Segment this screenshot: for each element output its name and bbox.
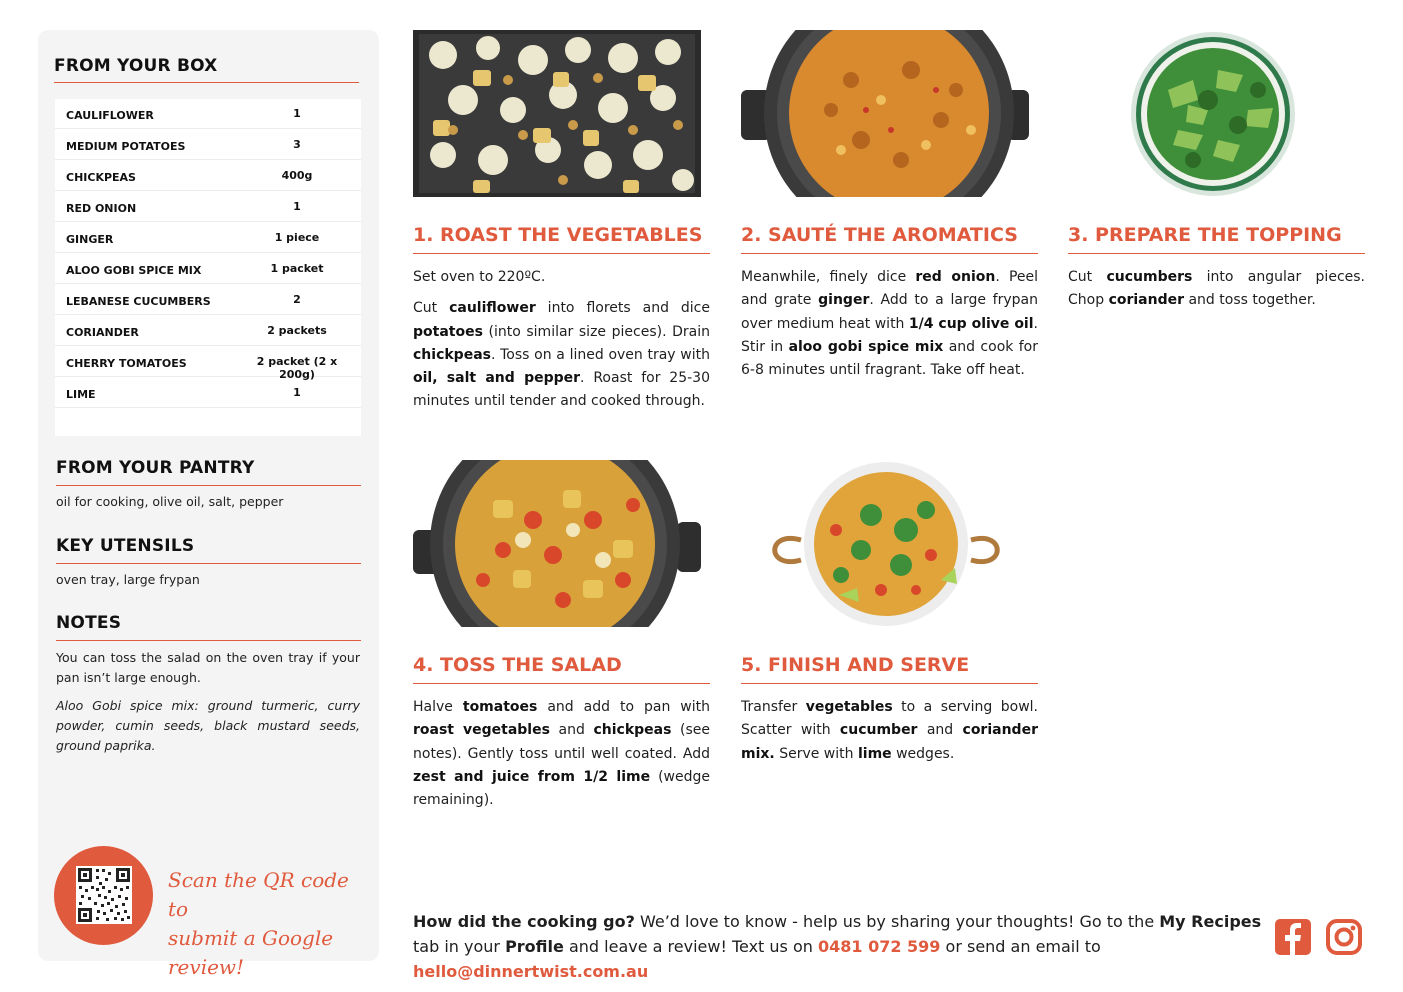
pantry-title: FROM YOUR PANTRY [56,458,255,478]
ingredient-highlight: oil, salt and pepper [413,370,581,387]
step-text: and [917,722,963,739]
from-box-title: FROM YOUR BOX [54,56,218,76]
ingredient-qty: 400g [281,169,313,182]
step-text: and [549,722,594,739]
ingredient-name: CAULIFLOWER [66,109,154,122]
ingredient-highlight: chickpeas [593,722,672,739]
step-text: to a serving bowl. Scatter with [741,699,1039,739]
step-text: Meanwhile, finely dice [741,269,916,285]
step-paragraph [741,266,1038,382]
ingredient-highlight: coriander mix. [741,722,1038,762]
ingredient-highlight: cauliflower [449,300,536,317]
step-3-title: 3. PREPARE THE TOPPING [1068,224,1342,246]
ingredient-highlight: aloo gobi spice mix [788,338,944,355]
ingredient-row [55,378,361,408]
step-2-title: 2. SAUTÉ THE AROMATICS [741,224,1018,246]
ingredient-row [55,223,361,253]
ingredient-name: ALOO GOBI SPICE MIX [66,264,202,277]
ingredient-name: LIME [66,388,96,401]
ingredient-highlight: red onion [915,269,996,285]
phone-link[interactable]: 0481 072 599 [817,937,941,956]
ingredient-qty: 1 [293,200,301,213]
footer-text: We’d love to know - help us by sharing your thoughts! Go to the [634,912,1160,931]
ingredient-qty: 1 packet [270,262,324,275]
profile-label: Profile [505,937,564,956]
step-text: and toss together. [1184,292,1316,309]
step-4-photo [413,460,701,627]
notes-text-2: Aloo Gobi spice mix: ground turmeric, curry powder, cumin seeds, black mustard seeds, ground paprika. [56,698,360,753]
step-text: into florets and dice [535,300,710,317]
facebook-icon[interactable] [1274,917,1312,957]
ingredient-qty: 3 [293,138,301,151]
section-divider [1068,253,1365,254]
ingredient-name: RED ONION [66,202,137,215]
ingredient-qty: 2 [293,293,301,306]
ingredient-name: GINGER [66,233,114,246]
section-divider [413,683,710,684]
ingredient-name: LEBANESE CUCUMBERS [66,295,211,308]
step-text: (into similar size pieces). Drain [482,323,710,340]
step-5-body [741,696,1038,774]
step-paragraph [413,696,710,812]
step-text: wedges. [891,745,955,762]
qr-review-prompt [168,866,368,982]
ingredient-highlight: ginger [818,292,870,309]
ingredient-row [55,254,361,284]
step-3-body [1068,266,1365,321]
ingredient-name: CHERRY TOMATOES [66,357,187,370]
step-text: (wedge remaining). [413,768,710,809]
step-2-body [741,266,1038,390]
step-text: Cut [1068,269,1107,285]
footer-question: How did the cooking go? [413,912,635,931]
ingredients-sidebar [38,30,379,979]
section-divider [741,253,1038,254]
my-recipes-label: My Recipes [1159,912,1262,931]
ingredient-highlight: cucumber [839,722,918,739]
step-3-photo [1068,30,1365,197]
step-text: Transfer [741,699,806,715]
step-text: . Add to a large frypan over medium heat with [741,292,1038,332]
qr-cta-line-1: Scan the QR code to [168,868,349,921]
qr-code-icon[interactable] [76,866,132,924]
section-divider [56,563,361,564]
step-paragraph [1068,266,1365,313]
qr-cta-line-2: submit a Google review! [168,926,334,979]
step-text: Cut [413,300,450,317]
ingredient-qty: 2 packet (2 x 200g) [256,355,338,381]
section-divider [54,82,359,83]
ingredient-row [55,285,361,315]
ingredient-name: MEDIUM POTATOES [66,140,186,153]
notes-title: NOTES [56,613,122,633]
step-2-photo [741,30,1029,197]
ingredient-row [55,130,361,160]
step-paragraph [741,696,1038,766]
step-text: Halve [413,699,463,715]
step-text: into angular pieces. Chop [1068,269,1365,309]
step-4-body [413,696,710,820]
ingredient-highlight: zest and juice from 1/2 lime [413,768,651,785]
step-1-body [413,266,710,422]
pantry-text: oil for cooking, olive oil, salt, pepper [56,494,284,509]
instagram-icon[interactable] [1325,917,1363,957]
step-5-photo [741,460,1029,627]
step-text: Serve with [774,745,858,762]
step-1-photo [413,30,701,197]
step-text: . Roast for 25-30 minutes until tender and cooked through. [413,370,710,410]
ingredient-row [55,161,361,191]
step-5-title: 5. FINISH AND SERVE [741,654,970,676]
notes-text-1: You can toss the salad on the oven tray if your pan isn’t large enough. [56,650,360,685]
step-paragraph [413,266,710,289]
ingredient-name: CORIANDER [66,326,139,339]
ingredient-qty: 1 [293,107,301,120]
ingredient-highlight: 1/4 cup olive oil [908,315,1034,332]
ingredient-highlight: vegetables [805,699,893,715]
step-text: . Stir in [741,315,1038,355]
ingredient-qty: 1 piece [274,231,320,244]
step-text: and cook for 6-8 minutes until fragrant. Take off heat. [741,338,1038,379]
qr-badge [54,846,153,945]
ingredient-highlight: coriander [1108,292,1185,309]
ingredient-highlight: cucumbers [1106,269,1193,285]
ingredient-highlight: tomatoes [462,699,538,715]
section-divider [413,253,710,254]
step-text: (see notes). Gently toss until well coated. Add [413,722,711,762]
step-4-title: 4. TOSS THE SALAD [413,654,622,676]
utensils-title: KEY UTENSILS [56,536,195,556]
ingredient-highlight: lime [857,745,892,762]
ingredient-row [55,192,361,222]
step-1-title: 1. ROAST THE VEGETABLES [413,224,703,246]
ingredient-highlight: potatoes [413,323,483,340]
ingredient-highlight: chickpeas [413,346,491,363]
review-footer [413,909,1263,984]
step-paragraph [413,297,710,413]
ingredient-row [55,347,361,381]
step-text: Set oven to 220ºC. [413,269,546,285]
ingredient-row [55,99,361,129]
email-link[interactable]: hello@dinnertwist.com.au [413,962,649,981]
step-text: . Toss on a lined oven tray with [490,346,710,363]
footer-text: tab in your [413,937,506,956]
ingredient-qty: 2 packets [267,324,327,337]
utensils-text: oven tray, large frypan [56,572,200,587]
footer-text: or send an email to [940,937,1101,956]
ingredients-table [55,99,361,436]
ingredient-row [55,316,361,346]
step-text: and add to pan with [537,699,710,715]
section-divider [56,485,361,486]
ingredient-qty: 1 [293,386,301,399]
ingredient-name: CHICKPEAS [66,171,136,184]
ingredient-highlight: roast vegetables [413,722,550,739]
footer-text: and leave a review! Text us on [563,937,818,956]
step-text: . Peel and grate [741,269,1039,309]
section-divider [741,683,1038,684]
section-divider [56,640,361,641]
